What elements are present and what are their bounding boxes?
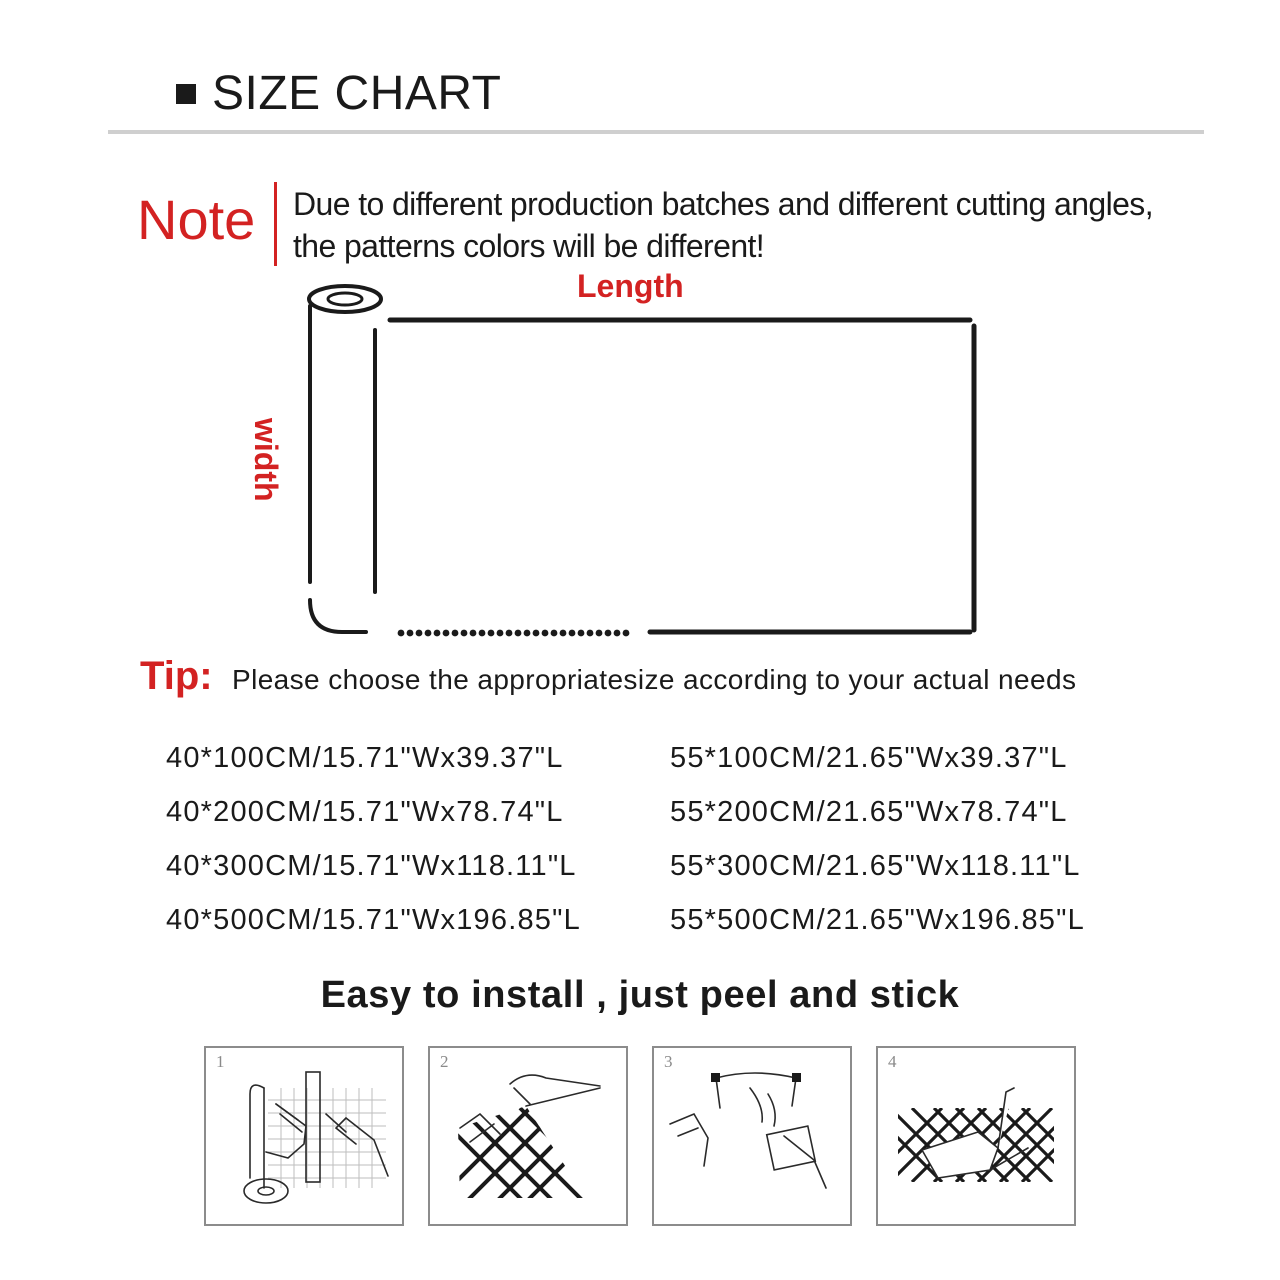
note-text — [293, 183, 1153, 267]
smooth-sheet-illustration-icon — [878, 1048, 1074, 1224]
tip-text: Please choose the appropriatesize according to your actual needs — [232, 664, 1077, 695]
peel-backing-illustration-icon — [430, 1048, 626, 1224]
measure-cut-illustration-icon — [206, 1048, 402, 1224]
step-number: 2 — [440, 1052, 449, 1071]
step-number: 3 — [664, 1052, 673, 1071]
roll-end-icon — [309, 286, 381, 312]
tip-label: Tip: — [140, 654, 213, 698]
step-number: 1 — [216, 1052, 225, 1071]
roll-body-outline — [310, 306, 375, 632]
size-option: 40*500CM/15.71"Wx196.85"L — [166, 904, 581, 936]
position-sheet-illustration-icon — [654, 1048, 850, 1224]
install-step-3 — [652, 1046, 852, 1226]
step-number: 4 — [888, 1052, 897, 1071]
size-option: 55*200CM/21.65"Wx78.74"L — [670, 796, 1068, 828]
size-option: 55*100CM/21.65"Wx39.37"L — [670, 742, 1068, 774]
width-label: width — [248, 418, 284, 502]
size-option: 40*200CM/15.71"Wx78.74"L — [166, 796, 564, 828]
note-line: Due to different production batches and different cutting angles, — [293, 186, 1153, 222]
install-title: Easy to install , just peel and stick — [320, 974, 960, 1016]
width-label-box — [249, 418, 285, 518]
dotted-edge — [398, 630, 630, 637]
length-label: Length — [577, 268, 684, 304]
size-option: 55*300CM/21.65"Wx118.11"L — [670, 850, 1081, 882]
header-divider — [108, 130, 1204, 134]
size-option: 40*300CM/15.71"Wx118.11"L — [166, 850, 577, 882]
size-option: 55*500CM/21.65"Wx196.85"L — [670, 904, 1085, 936]
square-bullet-icon — [176, 84, 196, 104]
note-line: the patterns colors will be different! — [293, 228, 765, 264]
install-step-1 — [204, 1046, 404, 1226]
note-divider — [274, 182, 277, 266]
install-step-2 — [428, 1046, 628, 1226]
install-step-4 — [876, 1046, 1076, 1226]
page-title: SIZE CHART — [212, 67, 502, 120]
note-label: Note — [137, 188, 256, 251]
sheet-outline — [390, 320, 974, 632]
roll-dimension-diagram — [290, 270, 1010, 650]
size-option: 40*100CM/15.71"Wx39.37"L — [166, 742, 564, 774]
